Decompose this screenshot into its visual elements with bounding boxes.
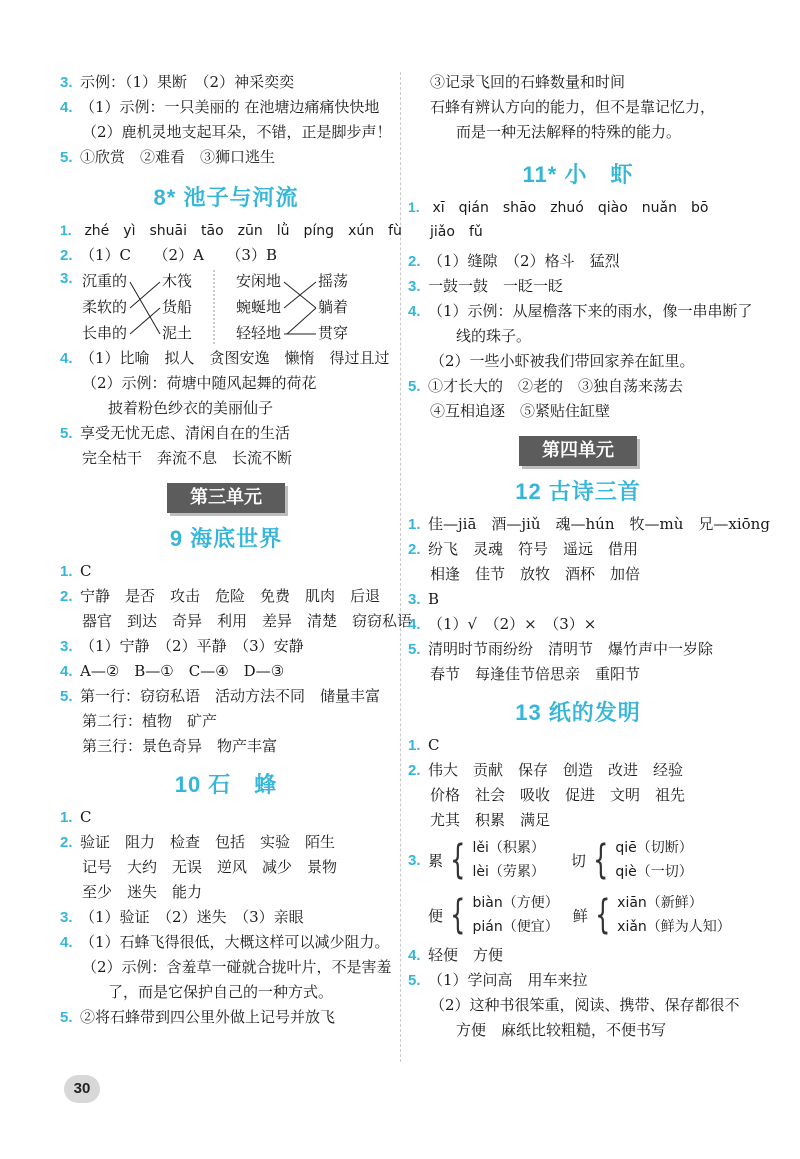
matching-exercise: 3. 沉重的 柔软的 长串的 木筏 货船 泥土 安闲地 蜿蜒地 轻轻地 摇荡 躺着 贯穿 [60,268,392,346]
answer-line: 4. （1）示例：一只美丽的 在池塘边痛痛快快地 [60,98,380,116]
answer-line: 相逢 佳节 放牧 酒杯 加倍 [430,565,641,583]
lesson-title: 8* 池子与河流 [153,185,299,210]
polyphone-row [408,887,748,943]
unit-banner: 第四单元 [519,436,637,466]
pinyin-line: 1. xī qián shāo zhuó qiào nuǎn bō [408,199,709,216]
answer-line: 5. ①欣赏 ②难看 ③狮口逃生 [60,148,276,166]
answer-line: 5. 第一行：窃窃私语 活动方法不同 储量丰富 [60,687,381,705]
answer-line: 5. 清明时节雨纷纷 清明节 爆竹声中一岁除 [408,640,714,658]
answer-line: 3. （1）验证 （2）迷失 （3）亲眼 [60,908,304,926]
answer-line: 第二行：植物 矿产 [82,712,218,730]
answer-line: 2. （1）C （2）A （3）B [60,246,277,264]
answer-line: 价格 社会 吸收 促进 文明 祖先 [430,786,686,804]
answer-line: 而是一种无法解释的特殊的能力。 [456,123,682,141]
answer-line: 披着粉色纱衣的美丽仙子 [108,399,274,417]
answer-line: 器官 到达 奇异 利用 差异 清楚 窃窃私语 [82,612,413,630]
answer-line: 4. （1）比喻 拟人 贪图安逸 懒惰 得过且过 [60,349,390,367]
answer-line: 3. B [408,590,440,608]
polyphone-group: 便 { biàn（方便） pián（便宜） [428,892,559,938]
answer-line: ③记录飞回的石蜂数量和时间 [430,73,626,91]
answer-line: 线的珠子。 [456,327,532,345]
answer-line: （2）示例：含羞草一碰就合拢叶片，不是害羞 [82,958,392,976]
lesson-title: 9 海底世界 [169,526,283,551]
answer-line: ④互相追逐 ⑤紧贴住缸壁 [430,402,611,420]
pinyin-line: jiǎo fǔ [430,224,483,240]
answer-line: 2. 宁静 是否 攻击 危险 免费 肌肉 后退 [60,587,381,605]
pinyin-line: 1. zhé yì shuāi tāo zūn lǜ píng xún fù [60,222,402,239]
answer-line: 5. 享受无忧无虑、清闲自在的生活 [60,424,291,442]
answer-line: 了，而是它保护自己的一种方式。 [108,983,334,1001]
match-line [130,308,160,334]
answer-line: 4. A—② B—① C—④ D—③ [60,662,285,680]
answer-line: 4. （1）石蜂飞得很低，大概这样可以减少阻力。 [60,933,390,951]
match-line [287,308,316,334]
answer-line: 2. 伟大 贡献 保存 创造 改进 经验 [408,761,684,779]
answer-line: 1. C [60,562,92,580]
answer-line: （2）鹿机灵地支起耳朵，不错，正是脚步声！ [82,123,392,141]
right-column [408,70,770,1043]
lesson-title: 11* 小 虾 [522,162,634,187]
lesson-title: 10 石 蜂 [174,772,278,797]
answer-line: 第三行：景色奇异 物产丰富 [82,737,278,755]
match-line [130,282,160,308]
answer-line: 4. （1）示例：从屋檐落下来的雨水，像一串串断了 [408,302,753,320]
column-divider [400,72,401,1062]
lesson-title: 12 古诗三首 [515,479,641,504]
match-line [130,282,160,334]
answer-line: （2）这种书很笨重，阅读、携带、保存都很不 [430,996,740,1014]
answer-line: 石蜂有辨认方向的能力，但不是靠记忆力， [430,98,716,116]
answer-line: 2. 纷飞 灵魂 符号 遥远 借用 [408,540,639,558]
matching-lines [60,268,392,346]
answer-line: 5. （1）学问高 用车来拉 [408,971,588,989]
polyphone-group: 累 { lěi（积累） lèi（劳累） [428,837,545,883]
polyphone-row: 3. 累 { lěi（积累） lèi（劳累） 切 { qiē（切断） qiè（一切） [408,837,693,883]
answer-line: （2）示例：荷塘中随风起舞的荷花 [82,374,317,392]
answer-line: 3. 一鼓一鼓 一眨一眨 [408,277,564,295]
unit-banner: 第三单元 [167,483,285,513]
answer-line: 5. ②将石蜂带到四公里外做上记号并放飞 [60,1008,336,1026]
answer-line: 3. （1）宁静 （2）平静 （3）安静 [60,637,304,655]
answer-line: 1. C [60,808,92,826]
lesson-title: 13 纸的发明 [515,700,641,725]
answer-line: 1. 佳—jiā 酒—jiǔ 魂—hún 牧—mù 兄—xiōng [408,515,770,533]
answer-line: 2. 验证 阻力 检查 包括 实验 陌生 [60,833,336,851]
answer-line: 方便 麻纸比较粗糙，不便书写 [456,1021,667,1039]
answer-line: （2）一些小虾被我们带回家养在缸里。 [430,352,695,370]
answer-line: 3. 示例：（1）果断 （2）神采奕奕 [60,73,295,91]
answer-line: 完全枯干 奔流不息 长流不断 [82,449,293,467]
answer-line: 2. （1）缝隙 （2）格斗 猛烈 [408,252,620,270]
answer-line: 1. C [408,736,440,754]
polyphone-group: 鲜 { xiān（新鲜） xiǎn（鲜为人知） [572,892,731,938]
answer-line: 至少 迷失 能力 [82,883,203,901]
left-column [60,70,413,1030]
answer-line: 尤其 积累 满足 [430,811,551,829]
answer-line: 记号 大约 无误 逆风 减少 景物 [82,858,338,876]
answer-line: 春节 每逢佳节倍思亲 重阳节 [430,665,641,683]
page-number: 30 [64,1075,100,1103]
answer-line: 4. （1）√ （2）× （3）× [408,615,597,633]
polyphone-group: 切 { qiē（切断） qiè（一切） [570,837,693,883]
answer-line: 4. 轻便 方便 [408,946,504,964]
answer-line: 5. ①才长大的 ②老的 ③独自荡来荡去 [408,377,684,395]
